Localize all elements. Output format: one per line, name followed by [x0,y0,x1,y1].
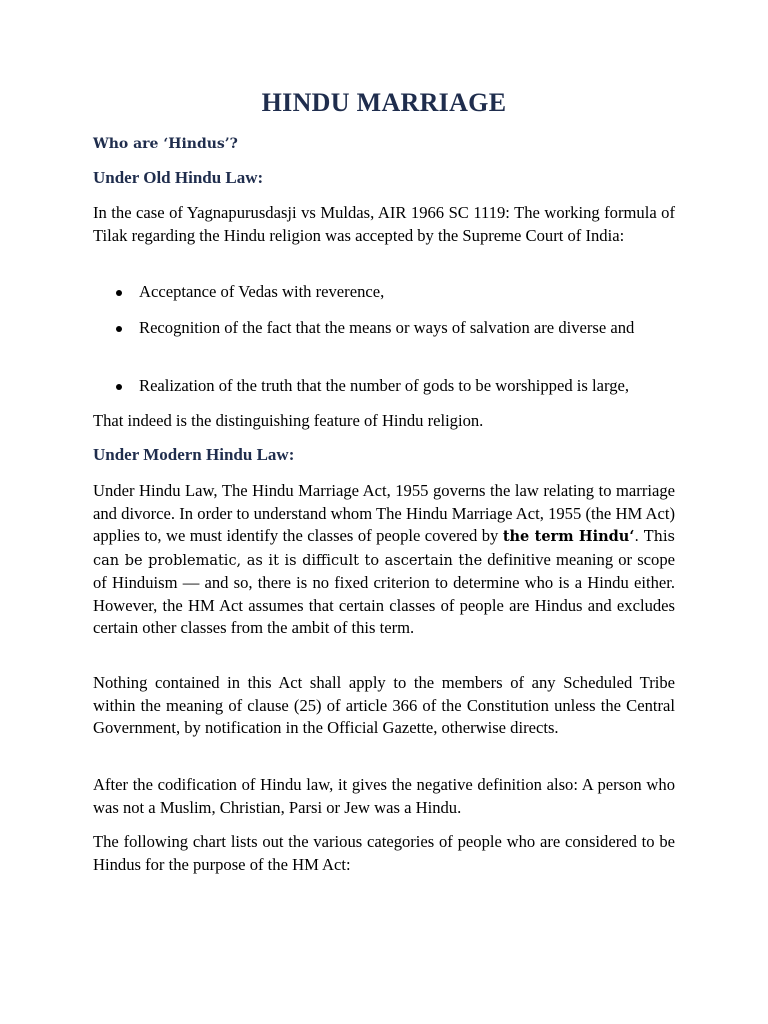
modern-law-paragraph-2: Nothing contained in this Act shall apply to the members of any Scheduled Tribe within the meaning of clause (25) of article 366 of the Constitution unless the Central Government, by notification in the Official Gazette, otherwise directs. [93,673,675,737]
question-heading: Who are ‘Hindus’? [93,136,238,152]
old-law-conclusion: That indeed is the distinguishing feature of Hindu religion. [93,411,484,430]
paragraph-text: definitive meaning or scope of Hinduism — and so, there is no fixed criterion to determine who is a Hindu either. However, the HM Act assumes that certain classes of people are Hindus and excludes certain other classes from the ambit of this term. [93,549,675,637]
bullet-icon [116,290,122,296]
paragraph-text: . This can be problematic, as it is difficult to ascertain the [93,529,675,569]
heading-modern-hindu-law: Under Modern Hindu Law: [93,445,295,464]
list-item-text: Recognition of the fact that the means or ways of salvation are diverse and [139,318,635,337]
paragraph-text: Under Hindu Law, The Hindu Marriage Act, 1955 governs the law relating to marriage and divorce. In order to understand whom The Hindu Marriage Act, 1955 (the HM Act) applies to, we must identify the classes of people covered by [93,481,675,545]
heading-old-hindu-law: Under Old Hindu Law: [93,168,264,187]
old-law-intro: In the case of Yagnapurusdasji vs Muldas, AIR 1966 SC 1119: The working formula of Tilak regarding the Hindu religion was accepted by the Supreme Court of India: [93,203,675,245]
bullet-icon [116,326,122,332]
document-title: HINDU MARRIAGE [261,88,507,117]
modern-law-paragraph-1 [93,480,675,640]
list-item-text: Acceptance of Vedas with reverence, [139,282,385,301]
term-hindu-emphasis: the term Hindu‘ [502,528,635,545]
bullet-icon [116,384,122,390]
modern-law-paragraph-4: The following chart lists out the various categories of people who are considered to be Hindus for the purpose of the HM Act: [93,832,675,874]
modern-law-paragraph-3: After the codification of Hindu law, it gives the negative definition also: A person who was not a Muslim, Christian, Parsi or Jew was a Hindu. [93,775,675,817]
list-item-text: Realization of the truth that the number of gods to be worshipped is large, [139,376,630,395]
